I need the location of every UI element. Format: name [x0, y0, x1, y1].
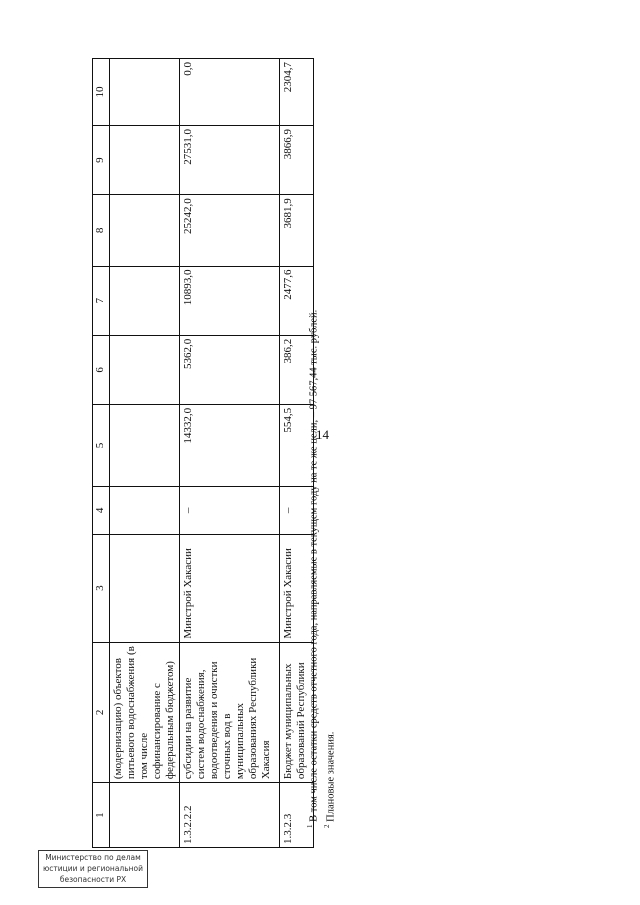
table-cell [110, 404, 180, 486]
header-cell: 6 [93, 335, 110, 404]
table-cell [110, 195, 180, 266]
header-cell: 7 [93, 266, 110, 335]
registration-stamp: Министерство по делам юстиции и региональной безопасности РХ [38, 850, 148, 888]
header-cell: 5 [93, 404, 110, 486]
table-cell: Минстрой Хакасии [180, 534, 280, 642]
table-cell [110, 59, 180, 126]
table-cell: 2304,7 [280, 59, 314, 126]
rotated-table-wrapper [92, 58, 322, 848]
table-cell: Минстрой Хакасии [280, 534, 314, 642]
header-cell: 9 [93, 126, 110, 195]
header-cell: 4 [93, 487, 110, 535]
table-cell: 27531,0 [180, 126, 280, 195]
table-cell [110, 335, 180, 404]
header-cell: 10 [93, 59, 110, 126]
table-cell: 14332,0 [180, 404, 280, 486]
table-cell: 554,5 [280, 404, 314, 486]
table-cell [110, 534, 180, 642]
table-cell: 5362,0 [180, 335, 280, 404]
table-cell: 1.3.2.3 [280, 783, 314, 848]
table-cell: 386,2 [280, 335, 314, 404]
table-cell: Бюджет муниципальных образований Республики [280, 642, 314, 783]
table-cell [110, 783, 180, 848]
footnote: $^2$ Плановые значения. [322, 731, 336, 828]
table-cell: 10893,0 [180, 266, 280, 335]
table-header-row [93, 59, 110, 848]
table-cell: 1.3.2.2.2 [180, 783, 280, 848]
header-cell: 1 [93, 783, 110, 848]
table-cell: 2477,6 [280, 266, 314, 335]
footnote: $^1$ В том числе остатки средств отчетного года, направляемые в текущем году на те же цели, – 97 567,44 тыс. рублей. [306, 309, 320, 828]
budget-table [92, 58, 314, 848]
table-cell: 0,0 [180, 59, 280, 126]
table-cell: 3866,9 [280, 126, 314, 195]
table-cell [110, 126, 180, 195]
header-cell: 8 [93, 195, 110, 266]
table-row [110, 59, 180, 848]
table-cell: – [180, 487, 280, 535]
table-cell: 3681,9 [280, 195, 314, 266]
table-cell: (модернизацию) объектов питьевого водоснабжения (в том числе софинансирование с федеральным бюджетом) [110, 642, 180, 783]
header-cell: 2 [93, 642, 110, 783]
header-cell: 3 [93, 534, 110, 642]
table-cell: субсидии на развитие систем водоснабжения, водоотведения и очистки сточных вод в муниципальных образованиях Республики Хакасия [180, 642, 280, 783]
table-cell [110, 487, 180, 535]
table-cell: 25242,0 [180, 195, 280, 266]
table-cell [110, 266, 180, 335]
page-number: 14 [316, 427, 329, 442]
table-cell: – [280, 487, 314, 535]
footnotes [304, 108, 337, 828]
table-row [180, 59, 280, 848]
